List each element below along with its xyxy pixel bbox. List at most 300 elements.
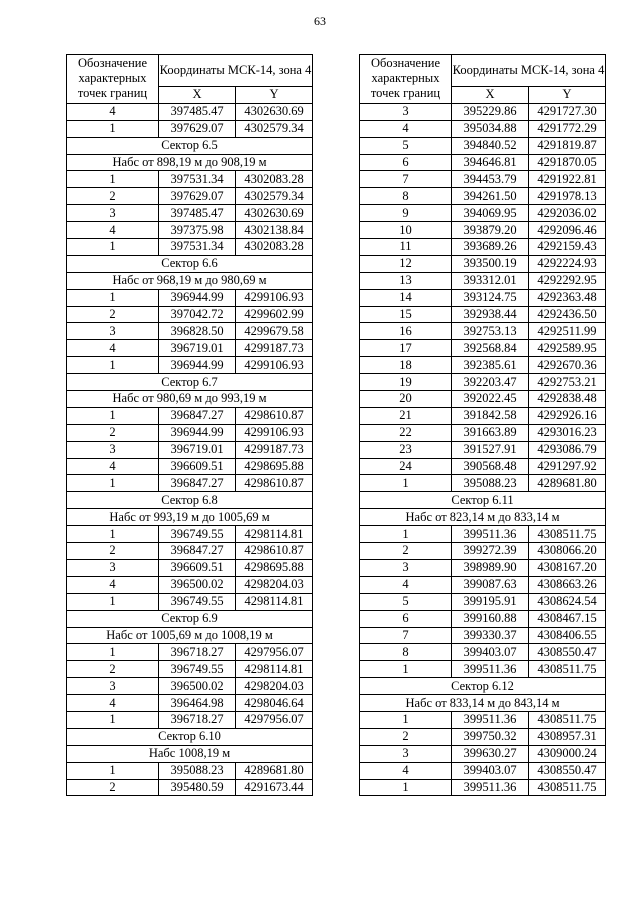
sector-row xyxy=(67,745,313,762)
coord-y: 4298114.81 xyxy=(236,526,313,543)
coord-x: 396500.02 xyxy=(159,576,236,593)
table-row xyxy=(67,678,313,695)
coord-x: 391527.91 xyxy=(452,441,529,458)
coord-x: 395480.59 xyxy=(159,779,236,796)
coord-y: 4293086.79 xyxy=(529,441,606,458)
point-number: 1 xyxy=(67,357,159,374)
sector-label: Сектор 6.7 xyxy=(67,374,313,391)
point-number: 1 xyxy=(67,407,159,424)
coord-y: 4292159.43 xyxy=(529,239,606,256)
table-row xyxy=(360,289,606,306)
table-row xyxy=(67,526,313,543)
coord-x: 399630.27 xyxy=(452,745,529,762)
point-number: 3 xyxy=(360,559,452,576)
coord-y: 4308663.26 xyxy=(529,576,606,593)
point-number: 2 xyxy=(67,306,159,323)
coord-y: 4308624.54 xyxy=(529,593,606,610)
point-number: 1 xyxy=(67,289,159,306)
point-number: 2 xyxy=(67,661,159,678)
coord-y: 4299106.93 xyxy=(236,289,313,306)
point-number: 1 xyxy=(67,120,159,137)
point-number: 1 xyxy=(67,526,159,543)
sector-label: Набс от 833,14 м до 843,14 м xyxy=(360,695,606,712)
point-number: 2 xyxy=(360,728,452,745)
point-number: 6 xyxy=(360,610,452,627)
table-row xyxy=(360,391,606,408)
coord-y: 4308511.75 xyxy=(529,661,606,678)
coord-y: 4292224.93 xyxy=(529,255,606,272)
coord-x: 399511.36 xyxy=(452,711,529,728)
coord-x: 396718.27 xyxy=(159,711,236,728)
sector-row xyxy=(67,509,313,526)
table-row xyxy=(360,188,606,205)
point-number: 2 xyxy=(67,543,159,560)
coord-x: 392385.61 xyxy=(452,357,529,374)
coord-y: 4298610.87 xyxy=(236,475,313,492)
coord-x: 394453.79 xyxy=(452,171,529,188)
table-row xyxy=(360,762,606,779)
coord-x: 397629.07 xyxy=(159,120,236,137)
point-number: 2 xyxy=(360,543,452,560)
sector-label: Сектор 6.11 xyxy=(360,492,606,509)
coord-y: 4291819.87 xyxy=(529,137,606,154)
table-row xyxy=(360,407,606,424)
coord-y: 4293016.23 xyxy=(529,424,606,441)
sector-row xyxy=(67,391,313,408)
point-number: 1 xyxy=(360,779,452,796)
coord-y: 4291297.92 xyxy=(529,458,606,475)
table-row xyxy=(360,239,606,256)
table-row xyxy=(360,323,606,340)
sector-label: Сектор 6.5 xyxy=(67,137,313,154)
table-row xyxy=(360,644,606,661)
coord-x: 397531.34 xyxy=(159,171,236,188)
header-point-designation: Обозначение характерных точек границ xyxy=(360,55,452,104)
point-number: 1 xyxy=(360,711,452,728)
table-row xyxy=(360,306,606,323)
coord-x: 399195.91 xyxy=(452,593,529,610)
coord-x: 392938.44 xyxy=(452,306,529,323)
coord-x: 395088.23 xyxy=(452,475,529,492)
sector-label: Набс 1008,19 м xyxy=(67,745,313,762)
point-number: 20 xyxy=(360,391,452,408)
table-row xyxy=(67,188,313,205)
table-row xyxy=(360,475,606,492)
coord-x: 396464.98 xyxy=(159,695,236,712)
table-row xyxy=(360,610,606,627)
coord-x: 399087.63 xyxy=(452,576,529,593)
coordinates-table-left xyxy=(66,54,313,796)
point-number: 10 xyxy=(360,222,452,239)
coord-y: 4297956.07 xyxy=(236,644,313,661)
point-number: 2 xyxy=(67,779,159,796)
sector-row xyxy=(360,695,606,712)
point-number: 4 xyxy=(67,222,159,239)
sector-label: Сектор 6.8 xyxy=(67,492,313,509)
table-row xyxy=(360,441,606,458)
point-number: 1 xyxy=(360,526,452,543)
point-number: 7 xyxy=(360,171,452,188)
coord-y: 4302630.69 xyxy=(236,205,313,222)
coord-x: 396847.27 xyxy=(159,407,236,424)
header-point-designation: Обозначение характерных точек границ xyxy=(67,55,159,104)
point-number: 19 xyxy=(360,374,452,391)
point-number: 4 xyxy=(67,458,159,475)
sector-label: Набс от 980,69 м до 993,19 м xyxy=(67,391,313,408)
point-number: 4 xyxy=(67,695,159,712)
table-row xyxy=(360,543,606,560)
table-row xyxy=(67,289,313,306)
coord-y: 4308167.20 xyxy=(529,559,606,576)
sector-row xyxy=(67,610,313,627)
coord-y: 4298610.87 xyxy=(236,543,313,560)
coord-x: 396609.51 xyxy=(159,458,236,475)
coord-y: 4289681.80 xyxy=(236,762,313,779)
point-number: 6 xyxy=(360,154,452,171)
coord-x: 397375.98 xyxy=(159,222,236,239)
table-row xyxy=(360,171,606,188)
header-y: Y xyxy=(236,87,313,104)
point-number: 3 xyxy=(67,559,159,576)
coord-x: 393124.75 xyxy=(452,289,529,306)
table-row xyxy=(67,306,313,323)
table-row xyxy=(360,745,606,762)
table-row xyxy=(360,357,606,374)
coord-x: 399511.36 xyxy=(452,661,529,678)
header-coordinates: Координаты МСК-14, зона 4 xyxy=(452,55,606,87)
coord-x: 399750.32 xyxy=(452,728,529,745)
coord-y: 4292036.02 xyxy=(529,205,606,222)
table-body-left xyxy=(67,103,313,796)
coord-x: 394840.52 xyxy=(452,137,529,154)
coord-x: 397629.07 xyxy=(159,188,236,205)
sector-label: Сектор 6.6 xyxy=(67,255,313,272)
sector-row xyxy=(67,255,313,272)
coord-y: 4297956.07 xyxy=(236,711,313,728)
table-row xyxy=(67,120,313,137)
point-number: 2 xyxy=(67,424,159,441)
coord-x: 399160.88 xyxy=(452,610,529,627)
coord-y: 4308066.20 xyxy=(529,543,606,560)
table-row xyxy=(67,695,313,712)
table-row xyxy=(67,407,313,424)
point-number: 4 xyxy=(67,576,159,593)
coord-y: 4299106.93 xyxy=(236,357,313,374)
table-row xyxy=(360,424,606,441)
coord-y: 4298204.03 xyxy=(236,576,313,593)
point-number: 21 xyxy=(360,407,452,424)
coord-y: 4308511.75 xyxy=(529,526,606,543)
point-number: 1 xyxy=(67,171,159,188)
point-number: 11 xyxy=(360,239,452,256)
coord-x: 395088.23 xyxy=(159,762,236,779)
point-number: 12 xyxy=(360,255,452,272)
table-row xyxy=(67,593,313,610)
coord-y: 4308511.75 xyxy=(529,711,606,728)
sector-row xyxy=(67,627,313,644)
point-number: 13 xyxy=(360,272,452,289)
coord-x: 393500.19 xyxy=(452,255,529,272)
point-number: 7 xyxy=(360,627,452,644)
point-number: 4 xyxy=(67,340,159,357)
point-number: 24 xyxy=(360,458,452,475)
point-number: 8 xyxy=(360,644,452,661)
coordinates-table-right xyxy=(359,54,606,796)
table-row xyxy=(67,475,313,492)
coord-y: 4299602.99 xyxy=(236,306,313,323)
coord-x: 398989.90 xyxy=(452,559,529,576)
coord-y: 4308550.47 xyxy=(529,762,606,779)
point-number: 18 xyxy=(360,357,452,374)
coord-x: 393312.01 xyxy=(452,272,529,289)
coord-x: 390568.48 xyxy=(452,458,529,475)
coord-x: 397485.47 xyxy=(159,103,236,120)
table-row xyxy=(360,728,606,745)
coord-x: 399403.07 xyxy=(452,644,529,661)
coord-y: 4302083.28 xyxy=(236,239,313,256)
table-row xyxy=(360,576,606,593)
coord-y: 4298695.88 xyxy=(236,559,313,576)
coord-x: 399403.07 xyxy=(452,762,529,779)
header-coordinates: Координаты МСК-14, зона 4 xyxy=(159,55,313,87)
coord-y: 4298610.87 xyxy=(236,407,313,424)
coord-y: 4308550.47 xyxy=(529,644,606,661)
point-number: 3 xyxy=(67,205,159,222)
table-row xyxy=(360,340,606,357)
sector-row xyxy=(67,492,313,509)
point-number: 2 xyxy=(67,188,159,205)
coord-y: 4308406.55 xyxy=(529,627,606,644)
table-row xyxy=(360,559,606,576)
table-row xyxy=(67,340,313,357)
coord-x: 396828.50 xyxy=(159,323,236,340)
coord-y: 4291772.29 xyxy=(529,120,606,137)
coord-x: 396500.02 xyxy=(159,678,236,695)
sector-row xyxy=(360,492,606,509)
coord-y: 4292436.50 xyxy=(529,306,606,323)
coord-x: 396847.27 xyxy=(159,543,236,560)
coord-x: 392022.45 xyxy=(452,391,529,408)
coord-x: 397531.34 xyxy=(159,239,236,256)
table-row xyxy=(360,272,606,289)
point-number: 17 xyxy=(360,340,452,357)
point-number: 4 xyxy=(360,576,452,593)
point-number: 1 xyxy=(360,661,452,678)
point-number: 3 xyxy=(67,323,159,340)
point-number: 16 xyxy=(360,323,452,340)
coord-y: 4298114.81 xyxy=(236,593,313,610)
table-row xyxy=(360,711,606,728)
table-row xyxy=(360,374,606,391)
coord-y: 4302630.69 xyxy=(236,103,313,120)
table-row xyxy=(67,661,313,678)
coord-y: 4291922.81 xyxy=(529,171,606,188)
coord-x: 394069.95 xyxy=(452,205,529,222)
table-row xyxy=(360,779,606,796)
table-row xyxy=(67,205,313,222)
coord-x: 392753.13 xyxy=(452,323,529,340)
sector-label: Сектор 6.10 xyxy=(67,728,313,745)
coord-x: 395034.88 xyxy=(452,120,529,137)
table-row xyxy=(67,711,313,728)
point-number: 1 xyxy=(360,475,452,492)
coord-y: 4292292.95 xyxy=(529,272,606,289)
sector-row xyxy=(67,272,313,289)
table-body-right xyxy=(360,103,606,796)
sector-row xyxy=(360,509,606,526)
table-row xyxy=(67,559,313,576)
coord-y: 4291870.05 xyxy=(529,154,606,171)
point-number: 23 xyxy=(360,441,452,458)
coord-y: 4308467.15 xyxy=(529,610,606,627)
coord-y: 4292926.16 xyxy=(529,407,606,424)
coord-x: 395229.86 xyxy=(452,103,529,120)
point-number: 3 xyxy=(360,745,452,762)
point-number: 4 xyxy=(360,120,452,137)
coord-y: 4298046.64 xyxy=(236,695,313,712)
header-x: X xyxy=(159,87,236,104)
sector-row xyxy=(67,154,313,171)
coord-y: 4292753.21 xyxy=(529,374,606,391)
point-number: 3 xyxy=(360,103,452,120)
sector-label: Сектор 6.12 xyxy=(360,678,606,695)
coord-y: 4302579.34 xyxy=(236,188,313,205)
coord-x: 399511.36 xyxy=(452,779,529,796)
coord-y: 4302579.34 xyxy=(236,120,313,137)
point-number: 1 xyxy=(67,644,159,661)
point-number: 4 xyxy=(360,762,452,779)
coord-y: 4292670.36 xyxy=(529,357,606,374)
coord-x: 394646.81 xyxy=(452,154,529,171)
table-row xyxy=(360,205,606,222)
coord-y: 4298204.03 xyxy=(236,678,313,695)
table-row xyxy=(67,576,313,593)
table-row xyxy=(67,323,313,340)
sector-label: Сектор 6.9 xyxy=(67,610,313,627)
point-number: 1 xyxy=(67,475,159,492)
sector-row xyxy=(67,728,313,745)
table-row xyxy=(360,154,606,171)
coord-x: 392568.84 xyxy=(452,340,529,357)
sector-row xyxy=(360,678,606,695)
table-row xyxy=(67,424,313,441)
coord-y: 4308511.75 xyxy=(529,779,606,796)
coord-y: 4292589.95 xyxy=(529,340,606,357)
coord-y: 4292096.46 xyxy=(529,222,606,239)
table-row xyxy=(360,661,606,678)
coord-x: 392203.47 xyxy=(452,374,529,391)
coord-x: 391663.89 xyxy=(452,424,529,441)
table-row xyxy=(67,171,313,188)
table-row xyxy=(67,458,313,475)
sector-row xyxy=(67,374,313,391)
coord-x: 396609.51 xyxy=(159,559,236,576)
sector-label: Набс от 1005,69 м до 1008,19 м xyxy=(67,627,313,644)
point-number: 9 xyxy=(360,205,452,222)
table-row xyxy=(67,239,313,256)
table-row xyxy=(67,357,313,374)
coord-x: 393879.20 xyxy=(452,222,529,239)
table-row xyxy=(360,593,606,610)
table-row xyxy=(67,762,313,779)
coord-x: 394261.50 xyxy=(452,188,529,205)
table-row xyxy=(67,543,313,560)
sector-label: Набс от 898,19 м до 908,19 м xyxy=(67,154,313,171)
coord-y: 4302138.84 xyxy=(236,222,313,239)
coord-x: 399330.37 xyxy=(452,627,529,644)
point-number: 1 xyxy=(67,239,159,256)
table-row xyxy=(360,458,606,475)
coord-y: 4292511.99 xyxy=(529,323,606,340)
coord-y: 4299679.58 xyxy=(236,323,313,340)
coord-y: 4299187.73 xyxy=(236,441,313,458)
table-row xyxy=(360,627,606,644)
coord-y: 4291978.13 xyxy=(529,188,606,205)
coord-x: 396847.27 xyxy=(159,475,236,492)
coord-x: 396944.99 xyxy=(159,357,236,374)
point-number: 3 xyxy=(67,678,159,695)
coord-x: 396944.99 xyxy=(159,289,236,306)
sector-row xyxy=(67,137,313,154)
table-row xyxy=(360,255,606,272)
coord-y: 4298114.81 xyxy=(236,661,313,678)
coord-y: 4308957.31 xyxy=(529,728,606,745)
coord-x: 399511.36 xyxy=(452,526,529,543)
point-number: 1 xyxy=(67,762,159,779)
coord-x: 396749.55 xyxy=(159,526,236,543)
coord-y: 4291727.30 xyxy=(529,103,606,120)
coord-y: 4289681.80 xyxy=(529,475,606,492)
coord-x: 397485.47 xyxy=(159,205,236,222)
point-number: 4 xyxy=(67,103,159,120)
coord-x: 396749.55 xyxy=(159,661,236,678)
point-number: 1 xyxy=(67,711,159,728)
table-row xyxy=(360,222,606,239)
coord-y: 4299106.93 xyxy=(236,424,313,441)
coord-x: 396749.55 xyxy=(159,593,236,610)
header-y: Y xyxy=(529,87,606,104)
sector-label: Набс от 968,19 м до 980,69 м xyxy=(67,272,313,289)
coord-x: 391842.58 xyxy=(452,407,529,424)
sector-label: Набс от 993,19 м до 1005,69 м xyxy=(67,509,313,526)
point-number: 22 xyxy=(360,424,452,441)
point-number: 3 xyxy=(67,441,159,458)
table-row xyxy=(67,644,313,661)
coord-y: 4299187.73 xyxy=(236,340,313,357)
table-row xyxy=(67,222,313,239)
coord-x: 396719.01 xyxy=(159,340,236,357)
coord-x: 396944.99 xyxy=(159,424,236,441)
point-number: 1 xyxy=(67,593,159,610)
coord-x: 399272.39 xyxy=(452,543,529,560)
table-row xyxy=(360,526,606,543)
table-row xyxy=(67,441,313,458)
table-row xyxy=(67,103,313,120)
point-number: 8 xyxy=(360,188,452,205)
table-row xyxy=(360,120,606,137)
coord-y: 4291673.44 xyxy=(236,779,313,796)
coord-y: 4309000.24 xyxy=(529,745,606,762)
page-number: 63 xyxy=(314,14,326,28)
coord-y: 4292838.48 xyxy=(529,391,606,408)
coord-x: 396718.27 xyxy=(159,644,236,661)
table-row xyxy=(360,137,606,154)
point-number: 5 xyxy=(360,137,452,154)
coord-x: 396719.01 xyxy=(159,441,236,458)
coord-x: 393689.26 xyxy=(452,239,529,256)
table-row xyxy=(67,779,313,796)
table-row xyxy=(360,103,606,120)
